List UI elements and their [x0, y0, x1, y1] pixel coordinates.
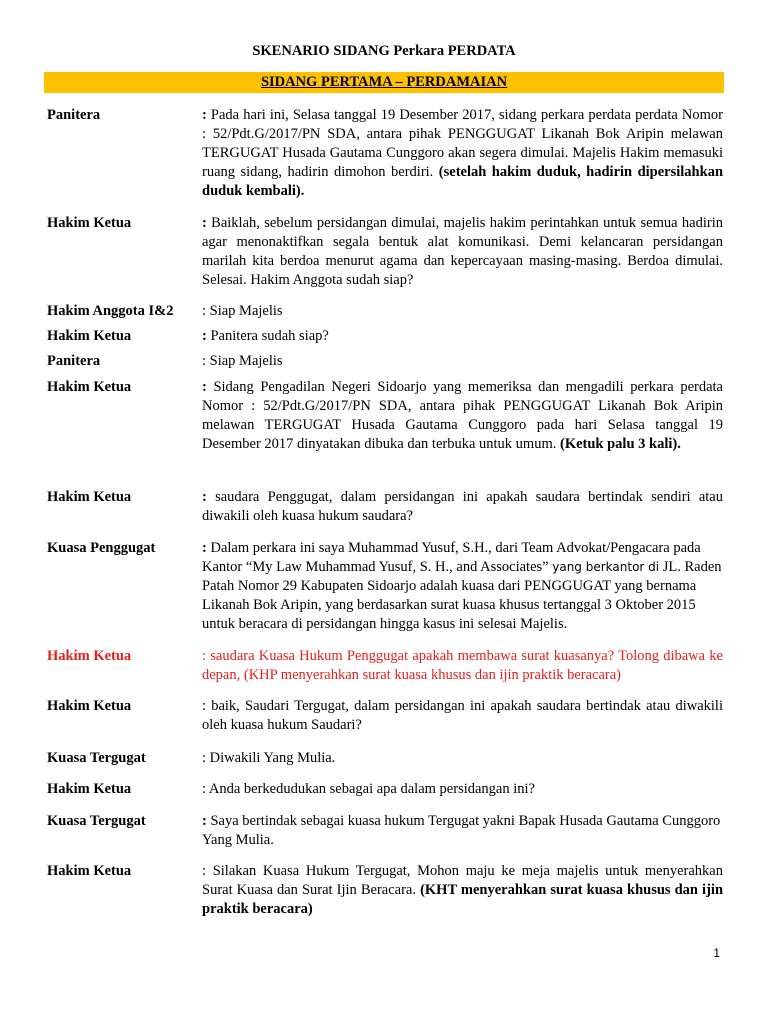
stage-direction: (setelah hakim duduk, hadirin dipersilahkan duduk kembali).: [202, 164, 724, 199]
speaker-label: Hakim Ketua: [47, 863, 132, 879]
dialogue-text: : Baiklah, sebelum persidangan dimulai, majelis hakim perintahkan untuk semua hadirin agar menonaktifkan segala bentuk alat komunikasi. Demi kelancaran persidangan marilah kita berdoa menurut agama dan kepercayaan masing-masing. Berdoa dimulai. Selesai. Hakim Anggota sudah siap?: [202, 215, 723, 288]
speaker-label: Hakim Ketua: [47, 379, 132, 395]
speaker-label: Hakim Ketua: [47, 648, 132, 664]
stage-direction: (Ketuk palu 3 kali).: [559, 436, 681, 452]
dialogue-text: : Silakan Kuasa Hukum Tergugat, Mohon maju ke meja majelis untuk menyerahkan Surat Kuasa dan Surat Ijin Beracara. (KHT menyerahkan surat kuasa khusus dan ijin praktik beracara): [202, 863, 724, 917]
dialogue-text: : saudara Kuasa Hukum Penggugat apakah membawa surat kuasanya? Tolong dibawa ke depan, (KHP menyerahkan surat kuasa khusus dan ijin praktik beracara): [202, 648, 723, 683]
speaker-label: Hakim Ketua: [47, 215, 132, 231]
speaker-label: Panitera: [47, 107, 101, 123]
section-heading-text: SIDANG PERTAMA – PERDAMAIAN: [260, 74, 508, 90]
dialogue-text: : Siap Majelis: [202, 353, 283, 369]
dialogue-text: : Dalam perkara ini saya Muhammad Yusuf, S.H., dari Team Advokat/Pengacara pada Kantor “My Law Muhammad Yusuf, S. H., and Associates” yang berkantor di JL. Raden Patah Nomor 29 Kabupaten Sidoarjo adalah kuasa dari PENGGUGAT yang bernama Likanah Bok Aripin, yang berdasarkan surat kuasa khusus tertanggal 3 Oktober 2015 untuk beracara di persidangan hingga kasus ini selesai Majelis.: [202, 540, 722, 632]
speaker-label: Hakim Ketua: [47, 698, 132, 714]
speaker-label: Hakim Ketua: [47, 328, 132, 344]
document-title: SKENARIO SIDANG Perkara PERDATA: [252, 43, 516, 59]
dialogue-text: : Sidang Pengadilan Negeri Sidoarjo yang memeriksa dan mengadili perkara perdata Nomor : 52/Pdt.G/2017/PN SDA, antara pihak PENGGUGAT Likanah Bok Aripin melawan TERGUGAT Husada Gautama Cunggoro pada hari Selasa tanggal 19 Desember 2017 dinyatakan dibuka dan terbuka untuk umum. (Ketuk palu 3 kali).: [202, 379, 723, 452]
speaker-label: Hakim Ketua: [47, 489, 132, 505]
dialogue-text: : Pada hari ini, Selasa tanggal 19 Desember 2017, sidang perkara perdata perdata Nomor : 52/Pdt.G/2017/PN SDA, antara pihak PENGGUGAT Likanah Bok Aripin melawan TERGUGAT Husada Gautama Cunggoro akan segera dimulai. Majelis Hakim memasuki ruang sidang, hadirin dimohon berdiri. (setelah hakim duduk, hadirin dipersilahkan duduk kembali).: [202, 107, 724, 199]
section-heading: [44, 72, 724, 93]
speaker-label: Kuasa Penggugat: [47, 540, 156, 556]
stage-direction: (KHT menyerahkan surat kuasa khusus dan ijin praktik beracara): [202, 882, 724, 917]
speaker-label: Kuasa Tergugat: [47, 750, 146, 766]
dialogue-text: : baik, Saudari Tergugat, dalam persidangan ini apakah saudara bertindak atau diwakili oleh kuasa hukum Saudari?: [202, 698, 723, 733]
dialogue-text: : Siap Majelis: [202, 303, 283, 319]
page-number: 1: [713, 946, 720, 960]
speaker-label: Panitera: [47, 353, 101, 369]
speaker-label: Hakim Anggota I&2: [47, 303, 174, 319]
speaker-label: Kuasa Tergugat: [47, 813, 146, 829]
dialogue-text: : Anda berkedudukan sebagai apa dalam persidangan ini?: [202, 781, 535, 797]
dialogue-text: : Diwakili Yang Mulia.: [202, 750, 336, 766]
dialogue-text: : Panitera sudah siap?: [202, 328, 329, 344]
dialogue-text: : saudara Penggugat, dalam persidangan ini apakah saudara bertindak sendiri atau diwakili oleh kuasa hukum saudara?: [202, 489, 723, 524]
dialogue-text: : Saya bertindak sebagai kuasa hukum Tergugat yakni Bapak Husada Gautama Cunggoro Yang Mulia.: [202, 813, 721, 848]
speaker-label: Hakim Ketua: [47, 781, 132, 797]
